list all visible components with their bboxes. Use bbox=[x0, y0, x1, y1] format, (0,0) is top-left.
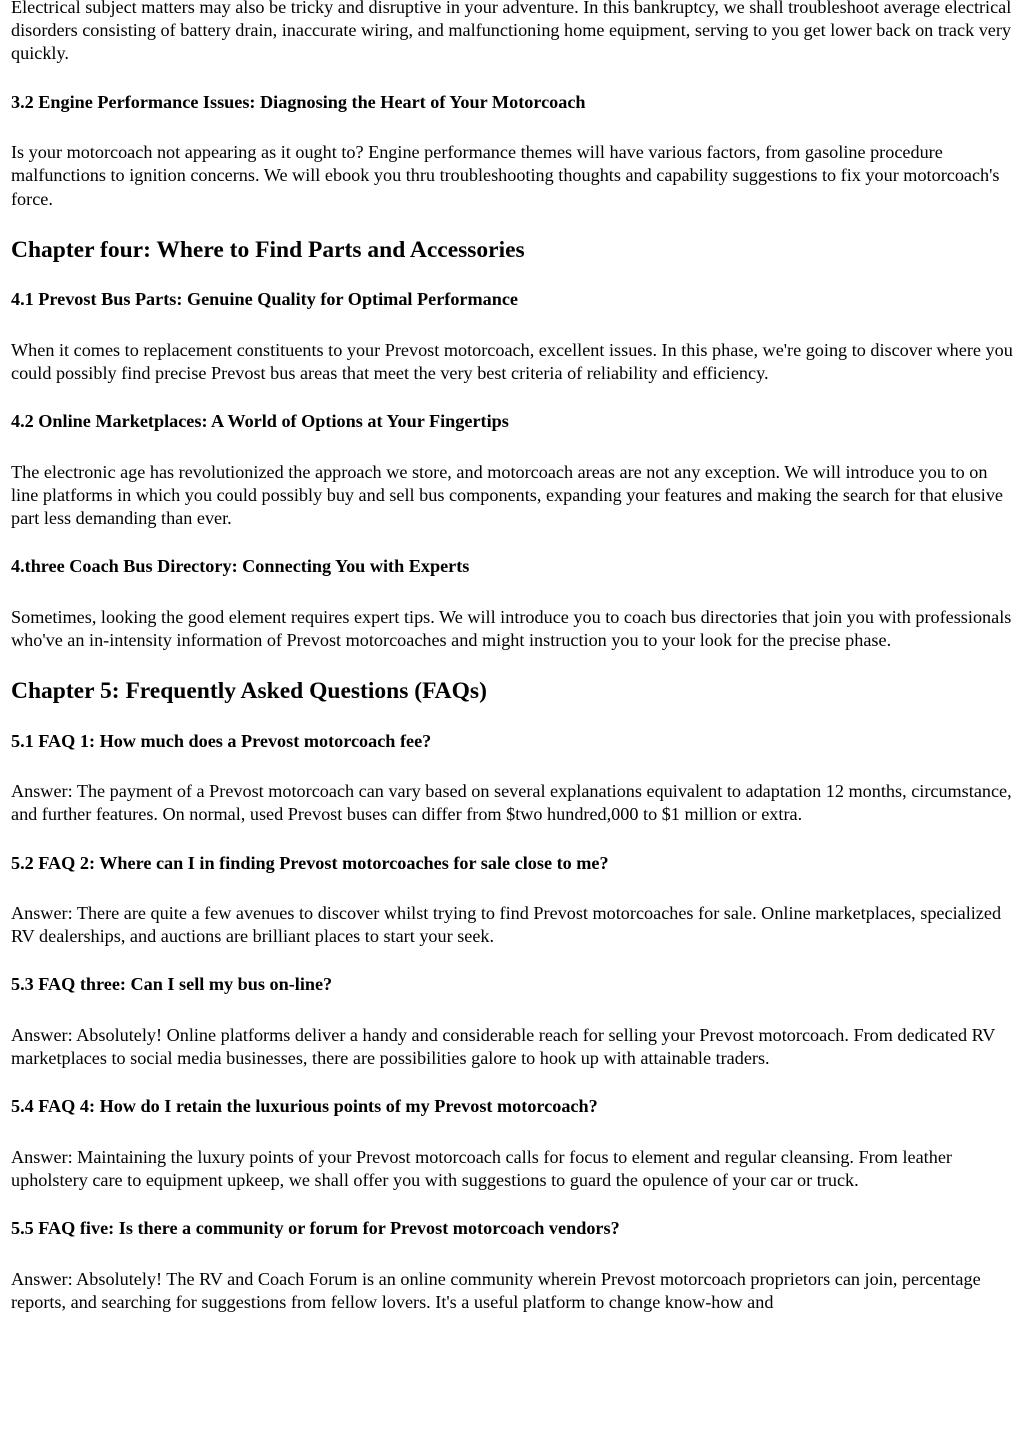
section-4-1-paragraph: When it comes to replacement constituents to your Prevost motorcoach, excellent issues. In this phase, we're going to discover where you could possibly find precise Prevost bus areas that meet the very best criteria of reliability and efficiency. bbox=[11, 339, 1013, 383]
faq-4-answer: Answer: Maintaining the luxury points of your Prevost motorcoach calls for focus to element and regular cleansing. From leather upholstery care to equipment upkeep, we shall offer you with suggestions to guard the opulence of your car or truck. bbox=[11, 1146, 952, 1191]
faq-2-heading: 5.2 FAQ 2: Where can I in finding Prevost motorcoaches for sale close to me? bbox=[11, 852, 609, 873]
chapter-4-heading: Chapter four: Where to Find Parts and Accessories bbox=[11, 236, 525, 263]
faq-2-answer: Answer: There are quite a few avenues to discover whilst trying to find Prevost motorcoaches for sale. Online marketplaces, specialized RV dealerships, and auctions are brilliant places to start your seek. bbox=[11, 903, 1002, 947]
article-body bbox=[11, 0, 1017, 1339]
section-4-3-heading: 4.three Coach Bus Directory: Connecting You with Experts bbox=[11, 556, 470, 577]
section-3-2-heading: 3.2 Engine Performance Issues: Diagnosing the Heart of Your Motorcoach bbox=[11, 91, 586, 112]
section-3-2-paragraph: Is your motorcoach not appearing as it ought to? Engine performance themes will have various factors, from gasoline procedure malfunctions to ignition concerns. We will ebook you thru troubleshooting thoughts and capability suggestions to fix your motorcoach's force. bbox=[11, 142, 1000, 209]
chapter-5-heading: Chapter 5: Frequently Asked Questions (FAQs) bbox=[11, 678, 487, 705]
section-4-2-heading: 4.2 Online Marketplaces: A World of Options at Your Fingertips bbox=[11, 411, 509, 432]
faq-3-heading: 5.3 FAQ three: Can I sell my bus on-line? bbox=[11, 974, 333, 995]
faq-1-answer: Answer: The payment of a Prevost motorcoach can vary based on several explanations equivalent to adaptation 12 months, circumstance, and further features. On normal, used Prevost buses can differ from $two hundred,000 to $1 million or extra. bbox=[11, 781, 1012, 825]
faq-5-answer: Answer: Absolutely! The RV and Coach Forum is an online community wherein Prevost motorcoach proprietors can join, percentage reports, and searching for suggestions from fellow lovers. It's a useful platform to change know-how and bbox=[11, 1268, 981, 1312]
section-4-1-heading: 4.1 Prevost Bus Parts: Genuine Quality for Optimal Performance bbox=[11, 289, 518, 310]
faq-5-heading: 5.5 FAQ five: Is there a community or forum for Prevost motorcoach vendors? bbox=[11, 1218, 620, 1239]
faq-3-answer: Answer: Absolutely! Online platforms deliver a handy and considerable reach for selling your Prevost motorcoach. From dedicated RV marketplaces to social media businesses, there are possibilities galore to hook up with attainable traders. bbox=[11, 1024, 996, 1069]
section-4-2-paragraph: The electronic age has revolutionized the approach we store, and motorcoach areas are not any exception. We will introduce you to on line platforms in which you could possibly buy and sell bus components, expanding your features and making the search for that elusive part less demanding than ever. bbox=[11, 461, 1004, 529]
section-4-3-paragraph: Sometimes, looking the good element requires expert tips. We will introduce you to coach bus directories that join you with professionals who've an in-intensity information of Prevost motorcoaches and might instruction you to your look for the precise phase. bbox=[11, 606, 1012, 650]
faq-1-heading: 5.1 FAQ 1: How much does a Prevost motorcoach fee? bbox=[11, 730, 432, 751]
faq-4-heading: 5.4 FAQ 4: How do I retain the luxurious points of my Prevost motorcoach? bbox=[11, 1096, 598, 1117]
electrical-paragraph: Electrical subject matters may also be tricky and disruptive in your adventure. In this bankruptcy, we shall troubleshoot average electrical disorders consisting of battery drain, inaccurate wiring, and malfunctioning home equipment, serving to you get lower back on track very quickly. bbox=[11, 0, 1012, 64]
